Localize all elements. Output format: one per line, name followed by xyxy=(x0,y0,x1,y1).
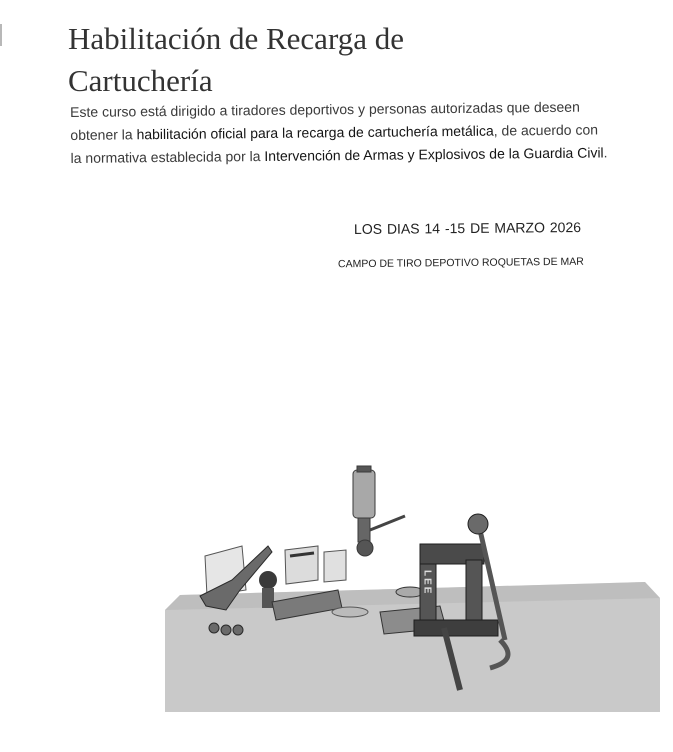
knob xyxy=(259,571,277,589)
intro-text: Este curso está dirigido a tiradores deportivos y personas autorizadas que deseen obtener la xyxy=(70,98,580,143)
intro-text: . xyxy=(603,144,608,161)
intro-text: , de acuerdo con la normativa establecida por la xyxy=(70,121,599,166)
course-description xyxy=(70,95,611,170)
intro-emphasis: Intervención de Armas y Explosivos de la Guardia Civil xyxy=(264,144,604,164)
powder-measure xyxy=(353,466,405,556)
title-line-2: Cartuchería xyxy=(68,63,213,98)
course-venue: CAMPO DE TIRO DEPOTIVO ROQUETAS DE MAR xyxy=(337,255,584,271)
reloading-equipment-photo xyxy=(165,462,673,722)
course-dates: LOS DIAS 14 -15 DE MARZO 2026 xyxy=(353,219,582,237)
press-logo: LEE xyxy=(421,570,433,596)
funnel xyxy=(332,607,368,617)
intro-emphasis: habilitación oficial para la recarga de cartuchería metálica xyxy=(136,122,494,143)
title-line-1: Habilitación de Recarga de xyxy=(68,21,404,56)
page-title xyxy=(68,18,588,102)
page-edge-mark xyxy=(0,24,2,46)
